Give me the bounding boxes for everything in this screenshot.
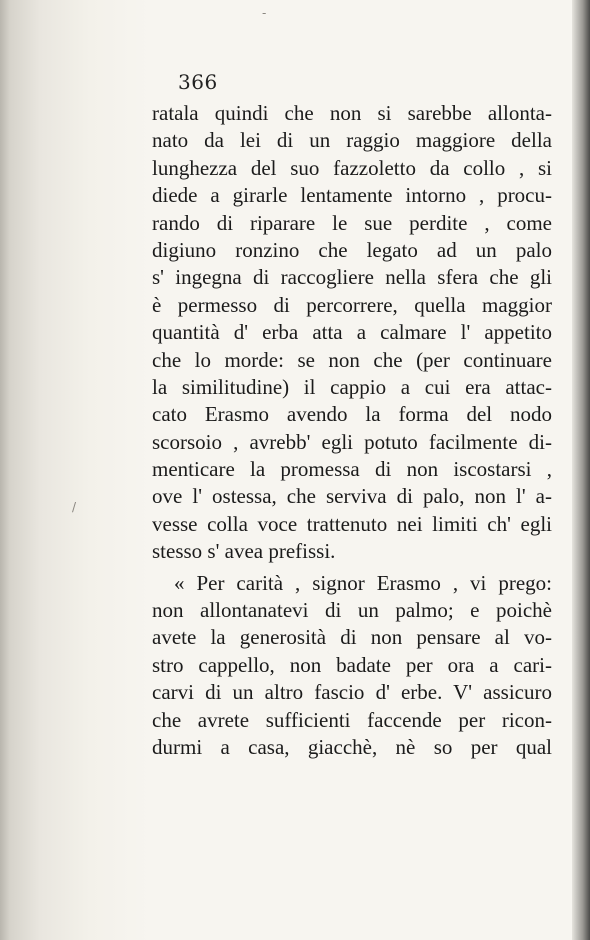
print-speck: -: [262, 6, 267, 20]
text-line: cato Erasmo avendo la forma del nodo: [152, 402, 552, 427]
text-line: nato da lei di un raggio maggiore della: [152, 128, 552, 153]
text-line: è permesso di percorrere, quella maggior: [152, 292, 552, 317]
text-line: quantità d' erba atta a calmare l' appetito: [152, 320, 552, 345]
text-line: stesso s' avea prefissi.: [152, 539, 336, 564]
text-line: diede a girarle lentamente intorno , procu-: [152, 183, 552, 208]
text-line: durmi a casa, giacchè, nè so per qual: [152, 734, 552, 759]
text-line: digiuno ronzino che legato ad un palo: [152, 237, 552, 262]
text-line: lunghezza del suo fazzoletto da collo , si: [152, 155, 552, 180]
page-edge-shadow: [572, 0, 590, 940]
text-line: « Per carità , signor Erasmo , vi prego:: [174, 570, 552, 595]
text-line: vesse colla voce trattenuto nei limiti ch' egli: [152, 511, 552, 536]
text-line: la similitudine) il cappio a cui era attac-: [152, 374, 552, 399]
print-speck: /: [72, 500, 77, 514]
page-gutter-shadow: [0, 0, 150, 940]
page-number: 366: [178, 70, 218, 94]
text-line: stro cappello, non badate per ora a cari-: [152, 652, 552, 677]
text-line: carvi di un altro fascio d' erbe. V' assicuro: [152, 680, 552, 705]
text-line: che avrete sufficienti faccende per ricon-: [152, 707, 552, 732]
text-line: ratala quindi che non si sarebbe allonta-: [152, 101, 552, 125]
text-line: s' ingegna di raccogliere nella sfera che gli: [152, 265, 552, 290]
text-line: che lo morde: se non che (per continuare: [152, 347, 552, 372]
text-line: ove l' ostessa, che serviva di palo, non l' a-: [152, 484, 552, 509]
text-line: menticare la promessa di non iscostarsi ,: [152, 457, 552, 482]
text-line: avete la generosità di non pensare al vo-: [152, 625, 552, 650]
text-line: non allontanatevi di un palmo; e poichè: [152, 598, 552, 623]
text-line: scorsoio , avrebb' egli potuto facilmente di-: [152, 429, 552, 454]
text-line: rando di riparare le sue perdite , come: [152, 210, 552, 235]
body-text: [152, 100, 552, 761]
